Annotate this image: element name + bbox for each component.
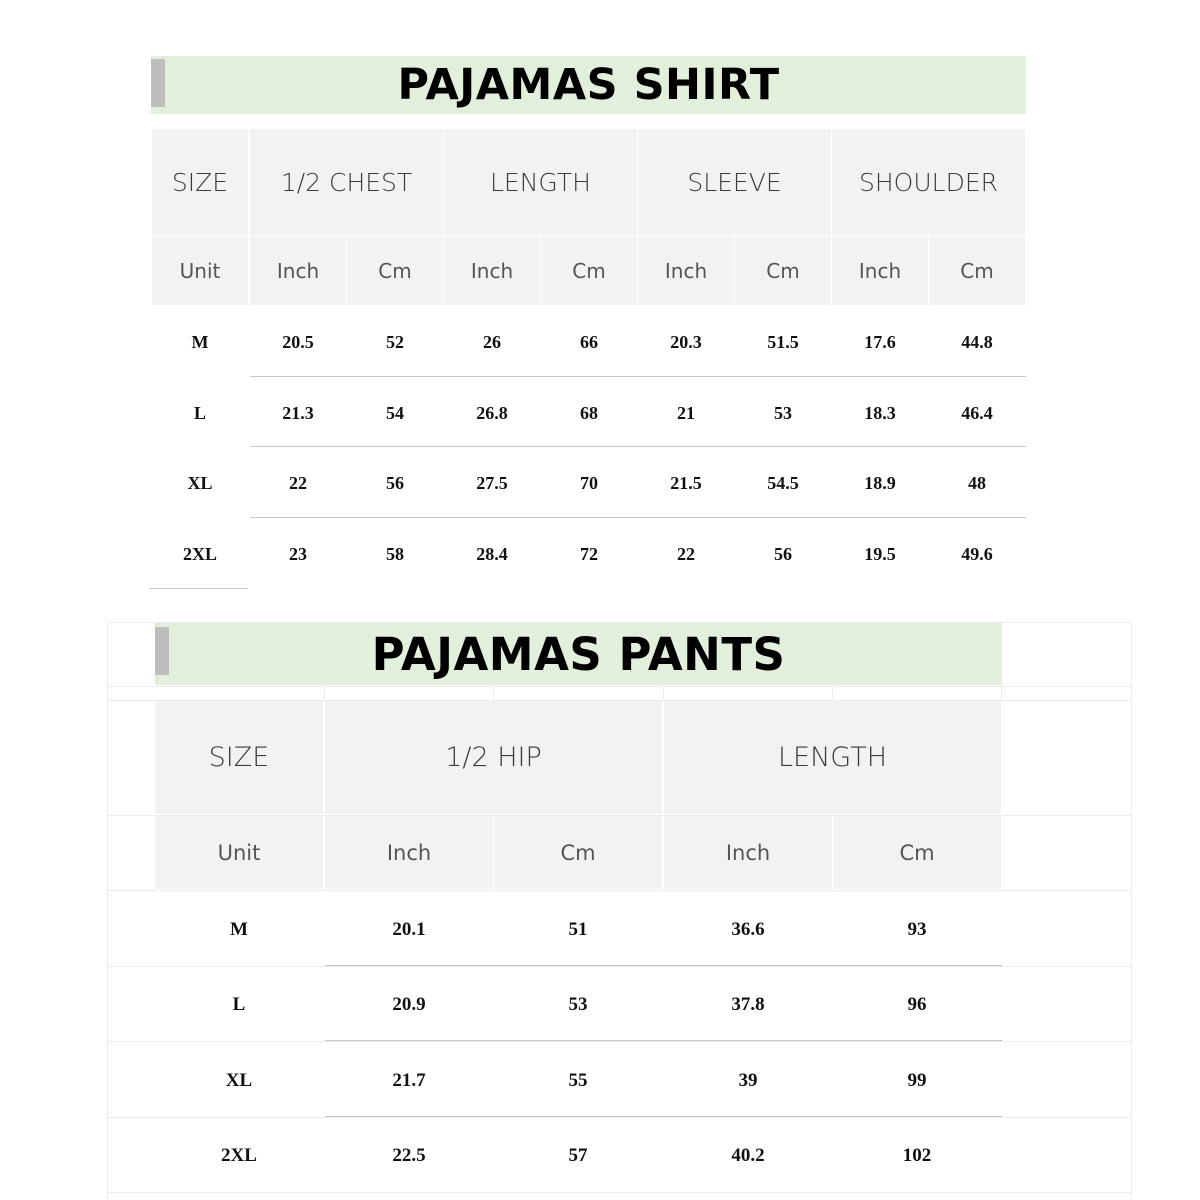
size-label: 2XL: [221, 1144, 257, 1166]
grid-line: [1001, 686, 1002, 700]
pants-title-banner: [155, 623, 1002, 685]
banner-accent-bar: [151, 59, 165, 107]
size-label: 2XL: [182, 543, 217, 564]
table-cell: 19.5: [864, 543, 896, 564]
header-half-hip: 1/2 HIP: [325, 701, 662, 814]
unit-inch: Inch: [444, 236, 540, 305]
table-cell: 26.8: [476, 402, 508, 423]
header-size: SIZE: [152, 129, 248, 235]
header-size: SIZE: [155, 701, 323, 814]
table-cell: 70: [580, 472, 598, 493]
table-cell: 40.2: [731, 1144, 765, 1166]
header-shoulder: SHOULDER: [832, 129, 1025, 235]
shirt-title: PAJAMAS SHIRT: [397, 60, 780, 110]
table-cell: 21.3: [282, 402, 314, 423]
size-label: M: [191, 331, 209, 352]
unit-cm: Cm: [494, 816, 662, 889]
table-cell: 51.5: [767, 331, 799, 352]
table-cell: 102: [902, 1144, 932, 1166]
table-cell: 52: [386, 331, 404, 352]
unit-cm: Cm: [929, 236, 1025, 305]
unit-inch: Inch: [325, 816, 493, 889]
table-cell: 49.6: [961, 543, 993, 564]
row-divider: [325, 965, 1002, 966]
unit-inch: Inch: [664, 816, 832, 889]
table-cell: 72: [580, 543, 598, 564]
table-cell: 27.5: [476, 472, 508, 493]
table-cell: 66: [580, 331, 598, 352]
table-cell: 21.7: [392, 1069, 426, 1091]
unit-inch: Inch: [832, 236, 928, 305]
table-cell: 39: [738, 1069, 758, 1091]
unit-inch: Inch: [250, 236, 346, 305]
table-cell: 54.5: [767, 472, 799, 493]
pants-title: PAJAMAS PANTS: [371, 627, 786, 681]
row-divider: [325, 1040, 1002, 1041]
table-cell: 18.3: [864, 402, 896, 423]
table-cell: 57: [568, 1144, 588, 1166]
table-cell: 26: [483, 331, 501, 352]
table-cell: 28.4: [476, 543, 508, 564]
unit-cm: Cm: [347, 236, 443, 305]
table-cell: 48: [968, 472, 986, 493]
unit-label: Unit: [152, 236, 248, 305]
header-length: LENGTH: [664, 701, 1001, 814]
unit-cm: Cm: [541, 236, 637, 305]
size-label: XL: [225, 1069, 253, 1091]
unit-label: Unit: [155, 816, 323, 889]
header-sleeve: SLEEVE: [638, 129, 831, 235]
table-cell: 21: [677, 402, 695, 423]
shirt-title-banner: [151, 56, 1026, 114]
row-divider: [325, 1116, 1002, 1117]
row-divider: [250, 446, 1026, 447]
grid-line: [107, 622, 108, 1200]
table-cell: 55: [568, 1069, 588, 1091]
grid-line: [324, 686, 325, 700]
unit-cm: Cm: [735, 236, 831, 305]
size-label: M: [230, 918, 248, 940]
table-cell: 18.9: [864, 472, 896, 493]
table-cell: 68: [580, 402, 598, 423]
table-cell: 96: [907, 993, 927, 1015]
size-label: XL: [187, 472, 213, 493]
table-cell: 51: [568, 918, 588, 940]
table-cell: 22.5: [392, 1144, 426, 1166]
grid-line: [107, 890, 1132, 891]
size-label: L: [193, 402, 206, 423]
table-cell: 20.1: [392, 918, 426, 940]
table-cell: 20.3: [670, 331, 702, 352]
table-cell: 46.4: [961, 402, 993, 423]
table-cell: 99: [907, 1069, 927, 1091]
header-length: LENGTH: [444, 129, 637, 235]
size-label: L: [232, 993, 246, 1015]
table-cell: 23: [289, 543, 307, 564]
row-divider: [250, 517, 1026, 518]
table-cell: 56: [774, 543, 792, 564]
table-cell: 20.9: [392, 993, 426, 1015]
grid-line: [832, 686, 833, 700]
row-divider: [250, 376, 1026, 377]
table-cell: 53: [568, 993, 588, 1015]
grid-line: [107, 686, 1132, 687]
table-cell: 54: [386, 402, 404, 423]
table-cell: 17.6: [864, 331, 896, 352]
table-cell: 56: [386, 472, 404, 493]
table-cell: 58: [386, 543, 404, 564]
grid-line: [493, 686, 494, 700]
table-cell: 93: [907, 918, 927, 940]
table-cell: 21.5: [670, 472, 702, 493]
unit-cm: Cm: [833, 816, 1001, 889]
table-cell: 36.6: [731, 918, 765, 940]
header-1-2-chest: 1/2 CHEST: [250, 129, 443, 235]
unit-inch: Inch: [638, 236, 734, 305]
table-cell: 22: [677, 543, 695, 564]
table-cell: 20.5: [282, 331, 314, 352]
row-divider: [150, 588, 248, 589]
table-cell: 53: [774, 402, 792, 423]
grid-line: [1131, 622, 1132, 1200]
table-cell: 44.8: [961, 331, 993, 352]
banner-accent-bar: [155, 627, 169, 675]
grid-line: [663, 686, 664, 700]
table-cell: 37.8: [731, 993, 765, 1015]
table-cell: 22: [289, 472, 307, 493]
